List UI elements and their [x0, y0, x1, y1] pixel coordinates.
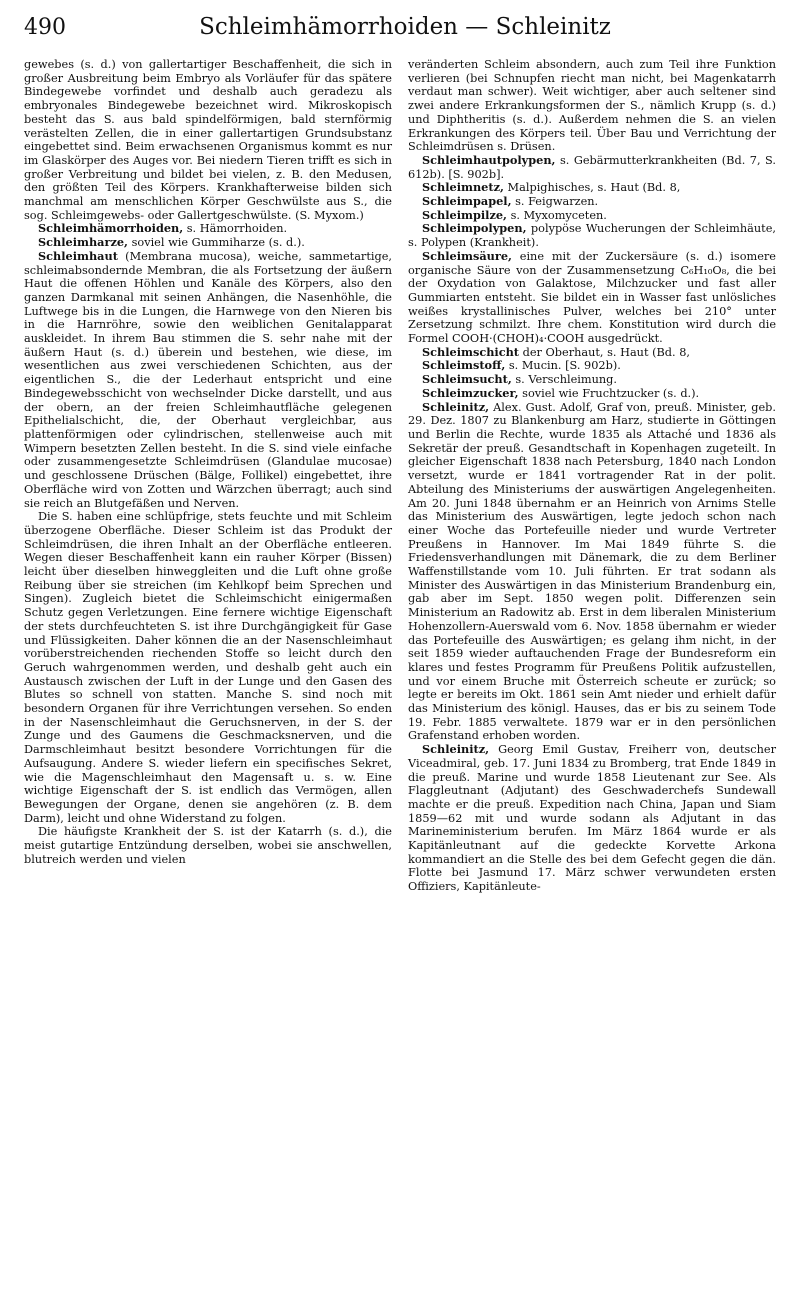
page-header: [24, 14, 776, 58]
left-column: [24, 58, 392, 894]
entry-text: soviel wie Gummiharze (s. d.).: [128, 236, 305, 250]
dictionary-entry: [408, 359, 776, 373]
text-paragraph: [24, 58, 392, 222]
running-title: Schleimhämorrhoiden — Schleinitz: [199, 14, 611, 40]
dictionary-entry: [408, 250, 776, 346]
entry-text: s. Hämorrhoiden.: [183, 222, 288, 236]
dictionary-entry: [408, 195, 776, 209]
dictionary-entry: [408, 401, 776, 744]
entry-headword: Schleinitz,: [422, 399, 490, 414]
dictionary-entry: [24, 250, 392, 510]
entry-text: Georg Emil Gustav, Freiherr von, deutscher Viceadmiral, geb. 17. Juni 1834 zu Bromberg, trat Ende 1849 in die preuß. Marine und wurde 1858 Lieutenant zur See. Als Flaggleutnant (Adjutant) des Geschwaderchefs Sundewall machte er die preuß. Expedition nach China, Japan und Siam 1859—62 mit und wurde sodann als Adjutant in das Marineministerium berufen. Im März 1864 wurde er als Kapitänleutnant auf die gedeckte Korvette Arkona kommandiert an die Stelle des bei dem Gefecht gegen die dän. Flotte bei Jasmund 17. März schwer verwundeten ersten Offiziers, Kapitänleute-: [408, 743, 776, 894]
entry-text: Alex. Gust. Adolf, Graf von, preuß. Minister, geb. 29. Dez. 1807 zu Blankenburg am Harz, studierte in Göttingen und Berlin die Rechte, wurde 1835 als Attaché und 1836 als Sekretär der preuß. Gesandtschaft in Kopenhagen zugeteilt. In gleicher Eigenschaft 1838 nach Petersburg, 1840 nach London versetzt, wurde er 1841 vortragender Rat in der polit. Abteilung des Ministeriums der auswärtigen Angelegenheiten. Am 20. Juni 1848 übernahm er an Heinrich von Arnims Stelle das Ministerium des Auswärtigen, legte jedoch schon nach einer Woche das Portefeuille nieder und wurde Vertreter Preußens in Hannover. Im Mai 1849 führte S. die Friedensverhandlungen mit Dänemark, die zu dem Berliner Waffenstillstande vom 10. Juli führten. Er trat sodann als Minister des Auswärtigen in das Ministerium Brandenburg ein, gab aber im Sept. 1850 wegen polit. Differenzen sein Ministerium an Radowitz ab. Erst in dem liberalen Ministerium Hohenzollern-Auerswald vom 6. Nov. 1858 übernahm er wieder das Portefeuille des Auswärtigen; es gelang ihm nicht, in der seit 1859 wieder auftauchenden Frage der Bundesreform ein klares und festes Programm für Preußens Politik aufzustellen, und vor einem Bruche mit Österreich scheute er zurück; so legte er bereits im Okt. 1861 sein Amt nieder und erhielt dafür das Ministerium des königl. Hauses, das er bis zu seinem Tode 19. Febr. 1885 verwaltete. 1879 war er in den persönlichen Grafenstand erhoben worden.: [408, 400, 776, 743]
entry-headword: Schleimzucker,: [422, 385, 519, 400]
entry-headword: Schleimhaut: [38, 248, 118, 263]
entry-text: gewebes (s. d.) von gallertartiger Beschaffenheit, die sich in großer Ausbreitung beim Embryo als Vorläufer für das spätere Bindegewebe vorfindet und deshalb auch geradezu als embryonales Bindegewebe bezeichnet wird. Mikroskopisch besteht das S. aus bald spindelförmigen, bald sternförmig verästelten Zellen, die in einer gallertartigen Grundsubstanz eingebettet sind. Beim erwachsenen Organismus kommt es nur im Glaskörper des Auges vor. Bei niedern Tieren trifft es sich in großer Verbreitung und bildet bei vielen, z. B. den Medusen, den größten Teil des Körpers. Krankhafterweise bilden sich manchmal am menschlichen Körper Geschwülste aus S., die sog. Schleimgewebs- oder Gallertgeschwülste. (S. Myxom.): [24, 58, 392, 222]
entry-headword: Schleimharze,: [38, 235, 128, 250]
text-columns: [24, 58, 776, 894]
entry-text: veränderten Schleim absondern, auch zum Teil ihre Funktion verlieren (bei Schnupfen riecht man nicht, bei Magenkatarrh verdaut man schwer). Weit wichtiger, aber auch seltener sind zwei andere Erkrankungsformen der S., nämlich Krupp (s. d.) und Diphtheritis (s. d.). Außerdem nehmen die S. an vielen Erkrankungen des Körpers teil. Über Bau und Verrichtung der Schleimdrüsen s. Drüsen.: [408, 58, 776, 154]
entry-headword: Schleimpapel,: [422, 194, 512, 209]
page-number: 490: [24, 15, 66, 40]
entry-text: s. Mucin. [S. 902b).: [505, 359, 621, 373]
text-paragraph: [24, 510, 392, 825]
dictionary-entry: [408, 387, 776, 401]
entry-text: s. Feigwarzen.: [511, 195, 599, 209]
entry-text: s. Verschleimung.: [511, 373, 617, 387]
entry-text: Die häufigste Krankheit der S. ist der Katarrh (s. d.), die meist gutartige Entzündung derselben, wobei sie anschwellen, blutreich werden und vielen: [24, 825, 392, 866]
entry-headword: Schleimhautpolypen,: [422, 152, 556, 167]
entry-text: soviel wie Fruchtzucker (s. d.).: [518, 386, 700, 400]
text-paragraph: [408, 58, 776, 154]
text-paragraph: [24, 825, 392, 866]
dictionary-entry: [408, 154, 776, 181]
right-column: [408, 58, 776, 894]
dictionary-entry: [408, 181, 776, 195]
dictionary-entry: [408, 743, 776, 894]
entry-headword: Schleinitz,: [422, 742, 490, 757]
entry-text: s. Myxomyceten.: [507, 208, 607, 222]
entry-headword: Schleimpolypen,: [422, 221, 527, 236]
dictionary-entry: [408, 209, 776, 223]
dictionary-entry: [408, 373, 776, 387]
entry-text: eine mit der Zuckersäure (s. d.) isomere organische Säure von der Zusammensetzung C₆H₁₀O₈, die bei der Oxydation von Galaktose, Milchzucker und fast aller Gummiarten entsteht. Sie bildet ein in Wasser fast unlösliches weißes krystallinisches Pulver, welches bei 210° unter Zersetzung schmilzt. Ihre chem. Konstitution wird durch die Formel COOH·(CHOH)₄·COOH ausgedrückt.: [408, 249, 776, 346]
entry-text: der Oberhaut, s. Haut (Bd. 8,: [519, 345, 690, 359]
entry-text: Malpighisches, s. Haut (Bd. 8,: [503, 181, 681, 195]
dictionary-entry: [408, 346, 776, 360]
entry-text: s. Gebärmutterkrankheiten (Bd. 7, S. 612b). [S. 902b].: [408, 153, 776, 181]
entry-text: Die S. haben eine schlüpfrige, stets feuchte und mit Schleim überzogene Oberfläche. Dieser Schleim ist das Produkt der Schleimdrüsen, die ihren Inhalt an der Oberfläche entleeren. Wegen dieser Beschaffenheit kann ein rauher Körper (Bissen) leicht über dieselben hinweggleiten und die Luft ohne große Reibung über sie streichen (im Kehlkopf beim Sprechen und Singen). Zugleich bietet die Schleimschicht einigermaßen Schutz gegen Verletzungen. Eine fernere wichtige Eigenschaft der stets durchfeuchteten S. ist ihre Durchgängigkeit für Gase und Flüssigkeiten. Daher können die an der Nasenschleimhaut vorüberstreichenden riechenden Stoffe so leicht durch den Geruch wahrgenommen werden, und deshalb geht auch ein Austausch zwischen der Luft in der Lunge und den Gasen des Blutes so schnell von statten. Manche S. sind noch mit besondern Organen für ihre Verrichtungen versehen. So enden in der Nasenschleimhaut die Geruchsnerven, in der S. der Zunge und des Gaumens die Geschmacksnerven, und die Darmschleimhaut besitzt besondere Vorrichtungen für die Aufsaugung. Andere S. wieder liefern ein specifisches Sekret, wie die Magenschleimhaut den Magensaft u. s. w. Eine wichtige Eigenschaft der S. ist endlich das Vermögen, allen Bewegungen der Organe, denen sie angehören (z. B. dem Darm), leicht und ohne Widerstand zu folgen.: [24, 510, 392, 825]
entry-text: (Membrana mucosa), weiche, sammetartige, schleimabsondernde Membran, die als Fortsetzung der äußern Haut die offenen Höhlen und Kanäle des Körpers, also den ganzen Darmkanal mit seinen Anhängen, die Nasenhöhle, die Luftwege bis in die Lungen, die Harnwege von den Nieren bis in die Harnröhre, sowie den weiblichen Genitalapparat auskleidet. In ihrem Bau stimmen die S. sehr nahe mit der äußern Haut (s. d.) überein und bestehen, wie diese, im wesentlichen aus zwei verschiedenen Schichten, aus der eigentlichen S., die der Lederhaut entspricht und eine Bindegewebsschicht von wechselnder Dicke darstellt, und aus der obern, an der freien Schleimhautfläche gelegenen Epithelialschicht, die, der Oberhaut vergleichbar, aus plattenförmigen oder cylindrischen, stellenweise auch mit Wimpern besetzten Zellen besteht. In die S. sind viele einfache oder zusammengesetzte Schleimdrüsen (Glandulae mucosae) und geschlossene Drüschen (Bälge, Follikel) eingebettet, ihre Oberfläche wird von Zotten und Wärzchen überragt; auch sind sie reich an Blutgefäßen und Nerven.: [24, 249, 392, 510]
dictionary-entry: [24, 236, 392, 250]
entry-headword: Schleimnetz,: [422, 180, 504, 195]
entry-headword: Schleimpilze,: [422, 207, 507, 222]
entry-headword: Schleimsucht,: [422, 372, 512, 387]
entry-text: polypöse Wucherungen der Schleimhäute, s. Polypen (Krankheit).: [408, 222, 776, 250]
entry-headword: Schleimsäure,: [422, 248, 512, 263]
dictionary-entry: [24, 222, 392, 236]
entry-headword: Schleimschicht: [422, 344, 520, 359]
dictionary-entry: [408, 222, 776, 249]
entry-headword: Schleimhämorrhoiden,: [38, 221, 184, 236]
entry-headword: Schleimstoff,: [422, 358, 506, 373]
